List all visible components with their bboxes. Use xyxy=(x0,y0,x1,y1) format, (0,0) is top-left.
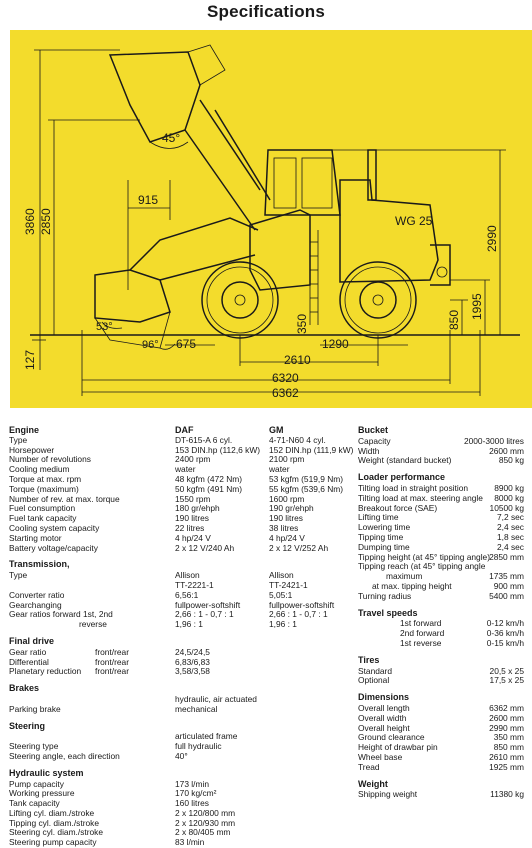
spec-value: 2610 mm xyxy=(489,753,524,763)
raised-bucket xyxy=(110,45,270,230)
spec-value: 8000 kg xyxy=(494,494,524,504)
spec-value-daf: 190 litres xyxy=(175,514,209,524)
spec-value-daf: 6,83/6,83 xyxy=(175,658,210,668)
spec-label: Ground clearance xyxy=(358,733,425,743)
loader-performance-table xyxy=(358,484,524,602)
spec-label: Width xyxy=(358,447,379,457)
engine-col-gm: GM xyxy=(269,426,284,436)
left-spec-column xyxy=(9,426,339,848)
spec-value-daf: 2,66 : 1 - 0,7 : 1 xyxy=(175,610,234,620)
spec-value: 6362 mm xyxy=(489,704,524,714)
hydraulic-table xyxy=(9,780,339,848)
spec-row xyxy=(9,620,339,630)
spec-sublabel: front/rear xyxy=(95,667,129,677)
page-title: Specifications xyxy=(0,2,532,22)
loader-dimension-diagram xyxy=(10,30,532,408)
spec-label: Tipping reach (at 45° tipping angle xyxy=(358,562,485,572)
spec-value-daf: 4 hp/24 V xyxy=(175,534,211,544)
spec-row xyxy=(9,828,339,838)
spec-label: Tipping time xyxy=(358,533,403,543)
spec-value-daf: DT-615-A 6 cyl. xyxy=(175,436,232,446)
weight-table xyxy=(358,790,524,800)
dim-2850: 2850 xyxy=(39,208,53,235)
spec-value: 2600 mm xyxy=(489,447,524,457)
spec-row xyxy=(9,799,339,809)
spec-value-gm: 4-71-N60 4 cyl. xyxy=(269,436,326,446)
spec-value-daf: 40° xyxy=(175,752,188,762)
spec-value-gm: 1,96 : 1 xyxy=(269,620,297,630)
loader-drawing xyxy=(10,30,532,408)
spec-label: Steering cyl. diam./stroke xyxy=(9,828,103,838)
spec-value: 900 mm xyxy=(494,582,524,592)
spec-value-daf: 2 x 80/405 mm xyxy=(175,828,230,838)
spec-label: Horsepower xyxy=(9,446,54,456)
spec-label: Tipping height (at 45° tipping angle) xyxy=(358,553,490,563)
spec-row xyxy=(358,763,524,773)
dim-1290: 1290 xyxy=(322,337,349,351)
steering-table xyxy=(9,732,339,761)
dim-350: 350 xyxy=(295,314,309,334)
dimensions-section-title: Dimensions xyxy=(358,693,524,703)
spec-value: 0-36 km/h xyxy=(487,629,524,639)
bucket-section-title: Bucket xyxy=(358,426,524,436)
spec-row xyxy=(358,456,524,466)
spec-row xyxy=(358,592,524,602)
spec-label: Capacity xyxy=(358,437,391,447)
spec-label: Turning radius xyxy=(358,592,411,602)
spec-row xyxy=(9,732,339,742)
spec-label: Number of revolutions xyxy=(9,455,91,465)
spec-value-gm: 53 kgfm (519,9 Nm) xyxy=(269,475,343,485)
spec-value: 8900 kg xyxy=(494,484,524,494)
spec-value-daf: 48 kgfm (472 Nm) xyxy=(175,475,242,485)
spec-value-daf: 2 x 120/930 mm xyxy=(175,819,235,829)
spec-label: Tank capacity xyxy=(9,799,60,809)
spec-label: Standard xyxy=(358,667,392,677)
dim-675: 675 xyxy=(176,337,196,351)
spec-value-gm: 38 litres xyxy=(269,524,298,534)
spec-value-daf: 83 l/min xyxy=(175,838,204,848)
spec-label: Pump capacity xyxy=(9,780,64,790)
spec-label: Type xyxy=(9,571,27,581)
dim-915: 915 xyxy=(138,193,158,207)
angle-96: 96° xyxy=(142,339,159,351)
final-drive-section-title: Final drive xyxy=(9,637,339,647)
brakes-table xyxy=(9,695,339,715)
spec-label: Cooling medium xyxy=(9,465,70,475)
dim-3860: 3860 xyxy=(23,208,37,235)
travel-section-title: Travel speeds xyxy=(358,609,524,619)
spec-label: Lifting time xyxy=(358,513,399,523)
spec-value-gm: 190 litres xyxy=(269,514,303,524)
spec-label: Lifting cyl. diam./stroke xyxy=(9,809,94,819)
spec-label: Differential xyxy=(9,658,49,668)
dim-6320: 6320 xyxy=(272,371,299,385)
spec-label: 1st forward xyxy=(400,619,441,629)
spec-row xyxy=(358,790,524,800)
spec-value: 0-15 km/h xyxy=(487,639,524,649)
spec-label: Tilting load in straight position xyxy=(358,484,468,494)
spec-value-daf: 180 gr/ehph xyxy=(175,504,220,514)
spec-value: 10500 kg xyxy=(490,504,524,514)
angle-53: 53° xyxy=(96,321,113,333)
spec-label: Planetary reduction xyxy=(9,667,81,677)
spec-value: 2990 mm xyxy=(489,724,524,734)
spec-label: Gear ratio xyxy=(9,648,46,658)
spec-row xyxy=(9,667,339,677)
spec-label: maximum xyxy=(386,572,422,582)
spec-row xyxy=(9,544,339,554)
spec-value: 1,8 sec xyxy=(497,533,524,543)
spec-value-daf: 6,56:1 xyxy=(175,591,198,601)
model-label: WG 25 xyxy=(395,214,433,228)
brakes-section-title: Brakes xyxy=(9,684,339,694)
spec-value: 11380 kg xyxy=(490,790,524,800)
dimensions-table xyxy=(358,704,524,773)
spec-value-daf: 1,96 : 1 xyxy=(175,620,203,630)
loader-body xyxy=(250,150,450,325)
spec-label: Tilting load at max. steering angle xyxy=(358,494,483,504)
spec-value-daf: Allison xyxy=(175,571,200,581)
spec-label: Height of drawbar pin xyxy=(358,743,438,753)
spec-label: Type xyxy=(9,436,27,446)
spec-label: Steering angle, each direction xyxy=(9,752,120,762)
spec-label: Steering type xyxy=(9,742,58,752)
spec-label: Battery voltage/capacity xyxy=(9,544,98,554)
spec-value-daf: 1550 rpm xyxy=(175,495,210,505)
spec-value-daf: 22 litres xyxy=(175,524,204,534)
rear-wheel xyxy=(340,262,416,338)
spec-label: Tipping cyl. diam./stroke xyxy=(9,819,99,829)
spec-label: Torque (maximum) xyxy=(9,485,79,495)
weight-section-title: Weight xyxy=(358,780,524,790)
spec-label: Shipping weight xyxy=(358,790,417,800)
spec-value-daf: 160 litres xyxy=(175,799,209,809)
bucket-table xyxy=(358,437,524,466)
spec-label: Converter ratio xyxy=(9,591,64,601)
spec-value-gm: 152 DIN.hp (111,9 kW) xyxy=(269,446,353,456)
spec-value-daf: mechanical xyxy=(175,705,217,715)
spec-label: Working pressure xyxy=(9,789,74,799)
spec-label: Cooling system capacity xyxy=(9,524,99,534)
spec-value-daf: TT-2221-1 xyxy=(175,581,214,591)
spec-label: Overall length xyxy=(358,704,410,714)
transmission-table xyxy=(9,571,339,630)
dim-6362: 6362 xyxy=(272,386,299,400)
spec-label: Number of rev. at max. torque xyxy=(9,495,120,505)
steering-section-title: Steering xyxy=(9,722,339,732)
spec-value-daf: 24,5/24,5 xyxy=(175,648,210,658)
spec-label: Weight (standard bucket) xyxy=(358,456,451,466)
spec-value: 850 kg xyxy=(499,456,524,466)
dim-127: 127 xyxy=(23,350,37,370)
spec-row xyxy=(9,809,339,819)
spec-row xyxy=(9,819,339,829)
spec-sublabel: front/rear xyxy=(95,648,129,658)
spec-value-gm: TT-2421-1 xyxy=(269,581,308,591)
spec-value-daf: articulated frame xyxy=(175,732,237,742)
spec-row xyxy=(9,838,339,848)
spec-row xyxy=(9,752,339,762)
spec-value-gm: 190 gr/ehph xyxy=(269,504,314,514)
spec-value-daf: fullpower-softshift xyxy=(175,601,240,611)
spec-value-daf: 2 x 12 V/240 Ah xyxy=(175,544,234,554)
front-wheel xyxy=(202,262,278,338)
right-spec-column xyxy=(358,426,524,800)
spec-value-daf: 2400 rpm xyxy=(175,455,210,465)
spec-value-daf: 2 x 120/800 mm xyxy=(175,809,235,819)
spec-label: 2nd forward xyxy=(400,629,444,639)
dim-1995: 1995 xyxy=(470,293,484,320)
dim-2610: 2610 xyxy=(284,353,311,367)
spec-value: 5400 mm xyxy=(489,592,524,602)
spec-value: 0-12 km/h xyxy=(487,619,524,629)
spec-label: Parking brake xyxy=(9,705,61,715)
spec-value-daf: 153 DIN.hp (112,6 kW) xyxy=(175,446,260,456)
spec-value-gm: 2100 rpm xyxy=(269,455,304,465)
transmission-section-title: Transmission, xyxy=(9,560,339,570)
travel-speeds-table xyxy=(358,619,524,648)
spec-value-daf: 3,58/3,58 xyxy=(175,667,210,677)
final-drive-table xyxy=(9,648,339,677)
spec-label: Starting motor xyxy=(9,534,62,544)
dim-2990: 2990 xyxy=(485,225,499,252)
spec-value-gm: 4 hp/24 V xyxy=(269,534,305,544)
engine-section-title: Engine xyxy=(9,426,39,436)
spec-label: Breakout force (SAE) xyxy=(358,504,437,514)
spec-value-gm: 55 kgfm (539,6 Nm) xyxy=(269,485,343,495)
tires-section-title: Tires xyxy=(358,656,524,666)
spec-row xyxy=(358,676,524,686)
spec-value: 1925 mm xyxy=(489,763,524,773)
spec-value-gm: 2,66 : 1 - 0,7 : 1 xyxy=(269,610,328,620)
spec-label: Gearchanging xyxy=(9,601,62,611)
engine-table xyxy=(9,436,339,554)
spec-value-daf: water xyxy=(175,465,195,475)
spec-value-gm: Allison xyxy=(269,571,294,581)
spec-value-daf: 173 l/min xyxy=(175,780,209,790)
spec-value: 2850 mm xyxy=(489,553,524,563)
spec-label: reverse xyxy=(79,620,107,630)
spec-value: 1735 mm xyxy=(489,572,524,582)
spec-label: Dumping time xyxy=(358,543,410,553)
tires-table xyxy=(358,667,524,687)
spec-value: 20,5 x 25 xyxy=(490,667,524,677)
spec-row xyxy=(9,705,339,715)
spec-value: 7,2 sec xyxy=(497,513,524,523)
spec-value-daf: hydraulic, air actuated xyxy=(175,695,257,705)
loader-section-title: Loader performance xyxy=(358,473,524,483)
spec-value: 17,5 x 25 xyxy=(490,676,524,686)
spec-row xyxy=(358,639,524,649)
spec-value: 2600 mm xyxy=(489,714,524,724)
engine-col-daf: DAF xyxy=(175,426,194,436)
spec-label: Gear ratios forward 1st, 2nd xyxy=(9,610,113,620)
spec-label: Fuel tank capacity xyxy=(9,514,77,524)
spec-value-daf: full hydraulic xyxy=(175,742,222,752)
spec-value-gm: 5,05:1 xyxy=(269,591,292,601)
dim-850: 850 xyxy=(447,310,461,330)
spec-value-gm: fullpower-softshift xyxy=(269,601,334,611)
spec-value-daf: 50 kgfm (491 Nm) xyxy=(175,485,242,495)
spec-sublabel: front/rear xyxy=(95,658,129,668)
spec-label: Overall height xyxy=(358,724,410,734)
spec-label: Wheel base xyxy=(358,753,402,763)
hydraulic-section-title: Hydraulic system xyxy=(9,769,339,779)
spec-value-gm: water xyxy=(269,465,289,475)
spec-label: Overall width xyxy=(358,714,406,724)
spec-value: 2000-3000 litres xyxy=(464,437,524,447)
spec-label: at max. tipping height xyxy=(372,582,452,592)
spec-value-gm: 1600 rpm xyxy=(269,495,304,505)
spec-value: 850 mm xyxy=(494,743,524,753)
spec-label: Optional xyxy=(358,676,389,686)
spec-label: Tread xyxy=(358,763,380,773)
spec-row xyxy=(9,648,339,658)
angle-45: 45° xyxy=(162,131,180,145)
spec-value-gm: 2 x 12 V/252 Ah xyxy=(269,544,328,554)
spec-value-daf: 170 kg/cm² xyxy=(175,789,216,799)
spec-label: 1st reverse xyxy=(400,639,441,649)
spec-value: 2,4 sec xyxy=(497,523,524,533)
spec-label: Fuel consumption xyxy=(9,504,75,514)
spec-label: Lowering time xyxy=(358,523,410,533)
spec-value: 350 mm xyxy=(494,733,524,743)
spec-label: Torque at max. rpm xyxy=(9,475,81,485)
spec-value: 2,4 sec xyxy=(497,543,524,553)
spec-label: Steering pump capacity xyxy=(9,838,97,848)
